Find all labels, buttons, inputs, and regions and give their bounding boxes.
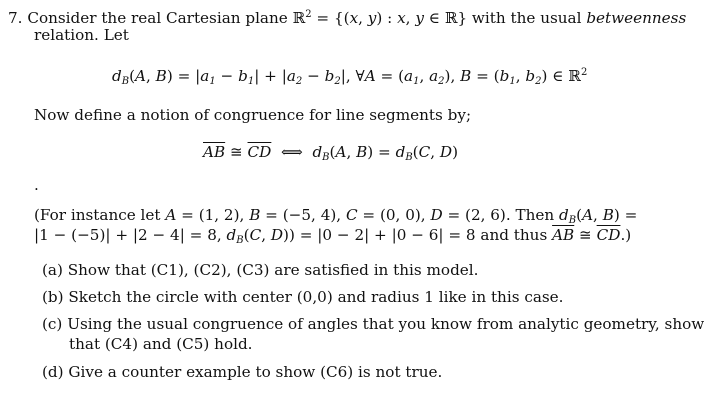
part-label: (a) — [42, 261, 63, 279]
congruence-intro: Now define a notion of congruence for line segments by; — [34, 106, 472, 124]
part-a — [42, 261, 478, 279]
stray-dot: . — [34, 176, 39, 194]
example-line2: |1 − (−5)| + |2 − 4| = 8, $d_B(C$, D)) = |0 − 2| + |0 − 6| = 8 and thus $\overline{AB}$ ≅ $\overline{CD}$.) — [34, 226, 632, 246]
part-d — [42, 363, 442, 381]
problem-intro-line1: 7. Consider the real Cartesian plane ℝ$^2$ = {(x, y) : x, y ∈ ℝ} with the usual betweenness — [8, 9, 687, 27]
problem-number: 7. — [8, 9, 23, 27]
part-text: Using the usual congruence of angles that you know from analytic geometry, show — [67, 315, 704, 333]
part-b — [42, 288, 563, 306]
part-text: Show that (C1), (C2), (C3) are satisfied in this model. — [67, 261, 479, 279]
part-label: (d) — [42, 363, 64, 381]
part-c — [42, 315, 704, 333]
part-text: Give a counter example to show (C6) is not true. — [68, 363, 443, 381]
part-label: (b) — [42, 288, 64, 306]
betweenness-term: betweenness — [586, 9, 687, 27]
example-line1: (For instance let A = (1, 2), B = (−5, 4), C = (0, 0), D = (2, 6). Then $d_B(A$, B) = — [34, 206, 638, 226]
problem-intro-line2: relation. Let — [34, 26, 129, 44]
congruence-definition: $\overline{AB}$ ≅ $\overline{CD}$ ⟺ $d_B(A$, $B) = d_B(C$, D) — [203, 143, 459, 163]
part-c-continued: that (C4) and (C5) hold. — [69, 335, 253, 353]
part-text: Sketch the circle with center (0,0) and radius 1 like in this case. — [68, 288, 564, 306]
part-label: (c) — [42, 315, 63, 333]
distance-formula: $d_B(A$, $B) = |a_1 - b_1| + |a_2 - b_2|$, ∀A = ($a_1$, $a_2$), $B = (b_1$, $b_2$) ∈ ℝ$^2$ — [112, 67, 588, 87]
